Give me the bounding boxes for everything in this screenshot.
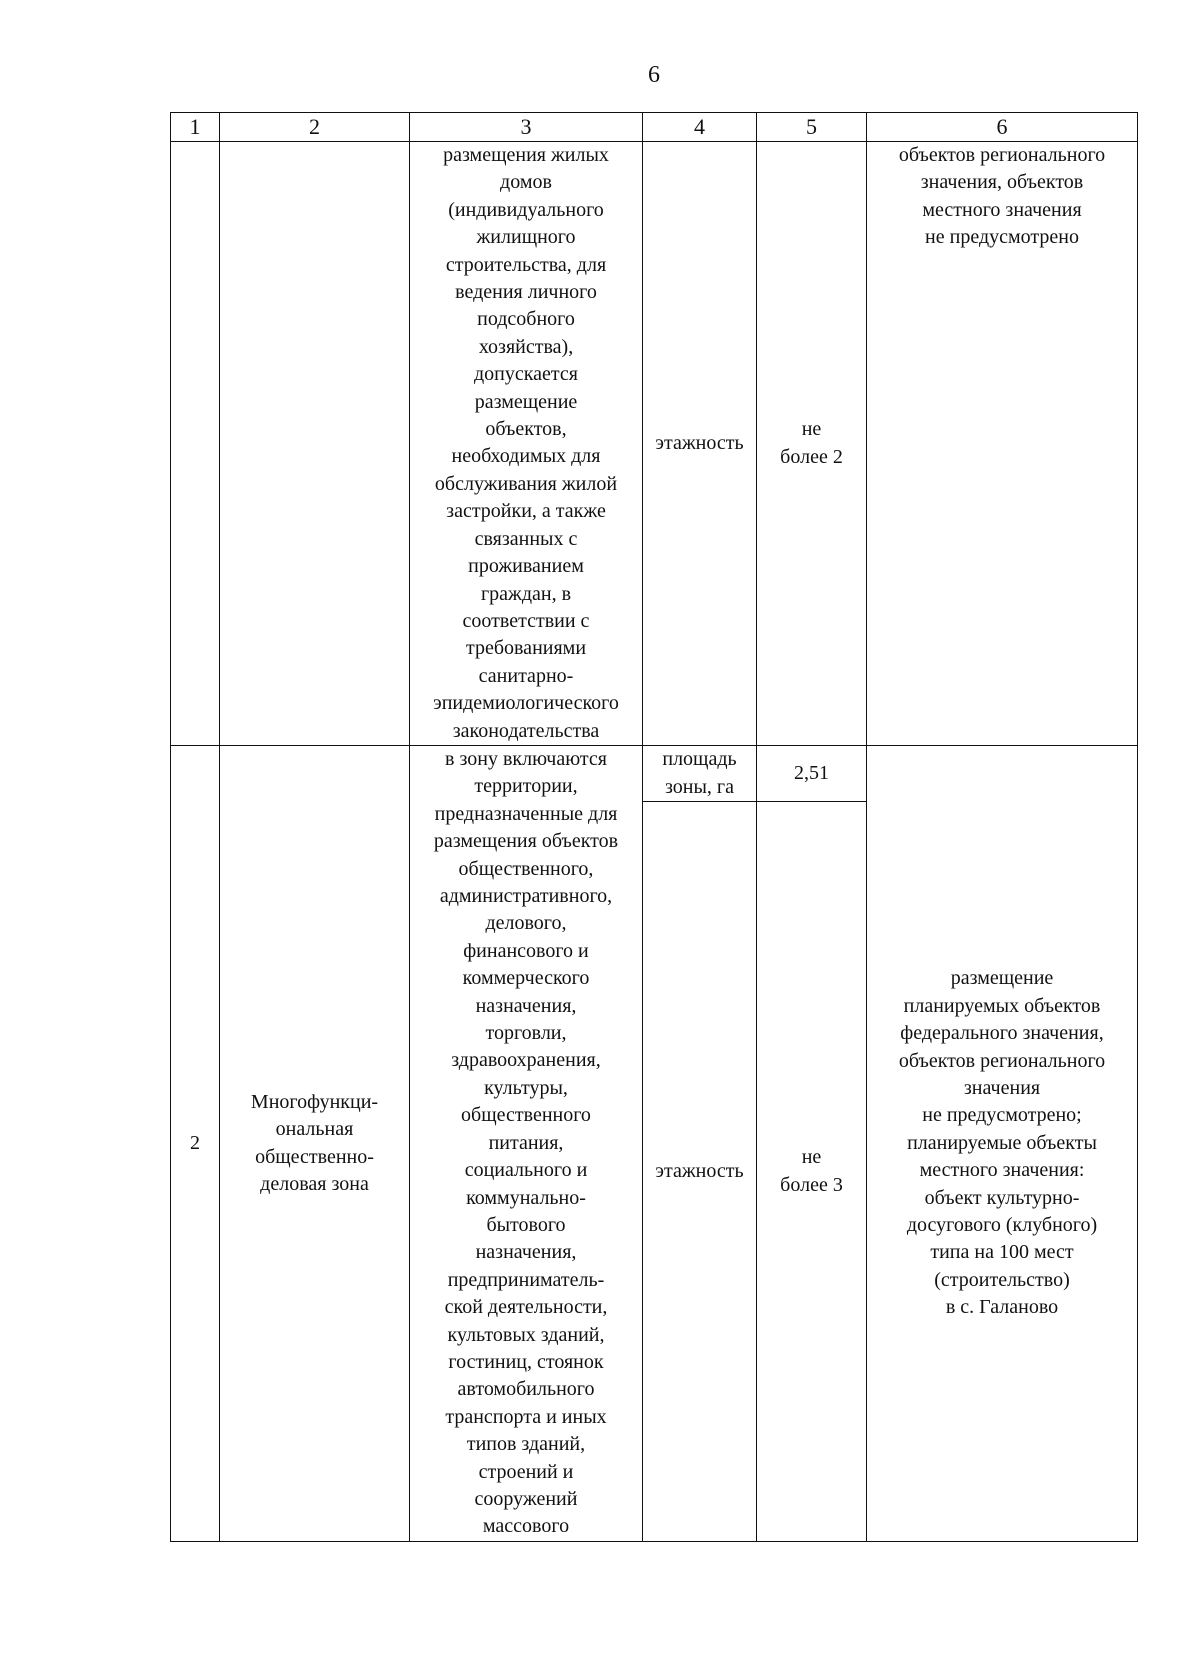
table-header-row	[171, 113, 1138, 142]
row1-parameter: этажность	[643, 142, 757, 746]
row1-objects: объектов регионального значения, объектов местного значения не предусмотрено	[867, 142, 1138, 746]
row2-description: в зону включаются территории, предназначенные для размещения объектов общественного, административного, делового, финансового и коммерческого назначения, торговли, здравоохранения, культуры, общественного питания, социального и коммунально- бытового назначения, предприниматель- ской деятельности, культовых зданий, гостиниц, стоянок автомобильного транспорта и иных типов зданий, строений и сооружений массового	[410, 746, 643, 1542]
row2-objects: размещение планируемых объектов федерального значения, объектов регионального значения не предусмотрено; планируемые объекты местного значения: объект культурно- досугового (клубного) типа на 100 мест (строительство) в с. Галаново	[867, 746, 1138, 1542]
header-cell-3: 3	[410, 113, 643, 142]
header-cell-1: 1	[171, 113, 220, 142]
row2-parameter: этажность	[643, 802, 757, 1542]
row2-floors-value: не более 3	[757, 802, 867, 1542]
table-row	[171, 142, 1138, 746]
header-cell-5: 5	[757, 113, 867, 142]
row1-zone-name	[220, 142, 410, 746]
table-row	[171, 746, 1138, 802]
row1-value: не более 2	[757, 142, 867, 746]
header-cell-4: 4	[643, 113, 757, 142]
zones-table	[170, 112, 1138, 1542]
row2-area-value: 2,51	[757, 746, 867, 802]
header-cell-2: 2	[220, 113, 410, 142]
header-cell-6: 6	[867, 113, 1138, 142]
row1-number	[171, 142, 220, 746]
row2-zone-name: Многофункци- ональная общественно- деловая зона	[220, 746, 410, 1542]
row2-area-label: площадь зоны, га	[643, 746, 757, 802]
page-number: 6	[648, 62, 660, 88]
row1-description: размещения жилых домов (индивидуального жилищного строительства, для ведения личного подсобного хозяйства), допускается размещение объектов, необходимых для обслуживания жилой застройки, а также связанных с проживанием граждан, в соответствии с требованиями санитарно- эпидемиологического законодательства	[410, 142, 643, 746]
row2-number: 2	[171, 746, 220, 1542]
